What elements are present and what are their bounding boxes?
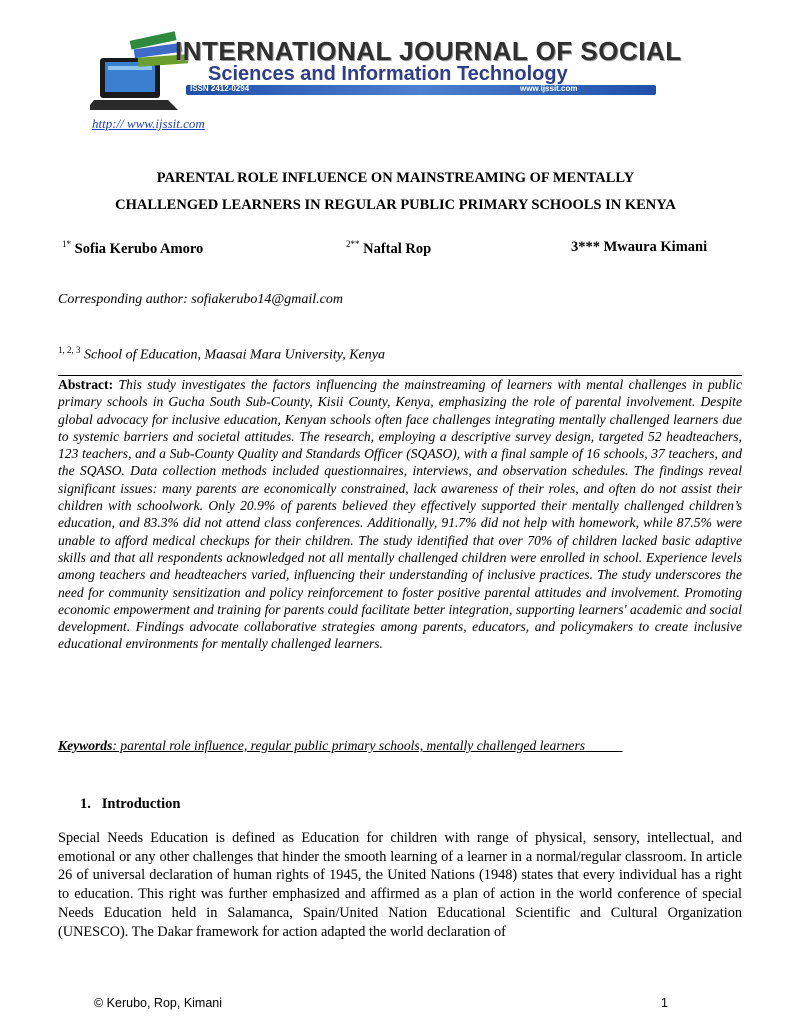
page-number: 1 [661,996,668,1010]
affiliation [58,345,385,364]
paper-title-line-2: CHALLENGED LEARNERS IN REGULAR PUBLIC PRIMARY SCHOOLS IN KENYA [115,197,676,213]
section-title: Introduction [101,796,181,812]
author-2-marker: 2** [346,239,360,249]
journal-link[interactable]: http:// www.ijssit.com [92,116,205,131]
affiliation-markers: 1, 2, 3 [58,345,81,355]
author-1-marker: 1* [62,239,71,249]
author-1 [62,239,203,258]
section-heading [80,796,180,813]
author-2-name: Naftal Rop [363,240,432,257]
keywords-label: Keywords [58,738,113,753]
intro-paragraph: Special Needs Education is defined as Education for children with range of physical, sensory, intellectual, and emotional or any other challenges that hinder the smooth learning of a learner in a normal/regular classroom. In article 26 of universal declaration of human rights of 1945, the United Nations (1948) states that every individual has a right to education. This right was further emphasized and affirmed as a plan of action in the world conference of special Needs Education held in Salamanca, Spain/United Nation Educational Scientific and Cultural Organization (UNESCO). The Dakar framework for action adapted the world declaration of [58,830,742,940]
banner-bar [186,85,656,95]
corresponding-author: Corresponding author: sofiakerubo14@gmail.com [58,292,343,307]
author-2 [346,239,431,258]
keywords [58,738,622,754]
abstract-text: This study investigates the factors influencing the mainstreaming of learners with mental challenges in public primary schools in Gucha South Sub-County, Kisii County, Kenya, emphasizing the role of parental involvement. Despite global advocacy for inclusive education, Kenyan schools often face challenges integrating mentally challenged learners due to systemic barriers and societal attitudes. The research, employing a descriptive survey design, targeted 52 headteachers, 123 teachers, and a Sub-County Quality and Standards Officer (SQASO), with a final sample of 16 schools, 37 teachers, and the SQASO. Data collection methods included questionnaires, interviews, and observation schedules. The findings reveal significant issues: many parents are economically constrained, lack awareness of their roles, and often do not assist their children with schoolwork. Only 20.9% of parents believed they effectively supported their mentally challenged children’s education, and 83.3% did not attend class conferences. Additionally, 91.7% did not help with homework, while 87.5% were unable to afford medical checkups for their children. The study identified that over 70% of children lacked basic adaptive skills and that all respondents acknowledged not all mentally challenged children were enrolled in school. Experience levels among teachers and headteachers varied, influencing their understanding of inclusive practices. The study underscores the need for community sensitization and policy reinforcement to foster positive parental attitudes and involvement. Promoting economic empowerment and training for parents could facilitate better integration, supporting learners' academic and social development. Findings advocate collaborative strategies among parents, educators, and policymakers to create inclusive educational environments for mentally challenged learners. [58,377,742,652]
paper-title-line-1: PARENTAL ROLE INFLUENCE ON MAINSTREAMING OF MENTALLY [156,170,635,186]
keywords-text: : parental role influence, regular public primary schools, mentally challenged learners [112,738,586,753]
journal-subtitle: Sciences and Information Technology [208,63,568,85]
journal-title: INTERNATIONAL JOURNAL OF SOCIAL [175,36,682,66]
issn-label: ISSN 2412-0294 [190,84,250,93]
footer-copyright: © Kerubo, Rop, Kimani [94,996,223,1010]
author-3-name: 3*** Mwaura Kimani [571,239,708,255]
affiliation-text: School of Education, Maasai Mara University, Kenya [84,347,385,363]
abstract-label: Abstract: [58,377,114,392]
section-number: 1. [80,796,91,812]
author-3 [571,239,707,256]
banner-site: www.ijssit.com [520,84,578,93]
author-1-name: Sofia Kerubo Amoro [74,240,204,257]
abstract [58,376,742,653]
